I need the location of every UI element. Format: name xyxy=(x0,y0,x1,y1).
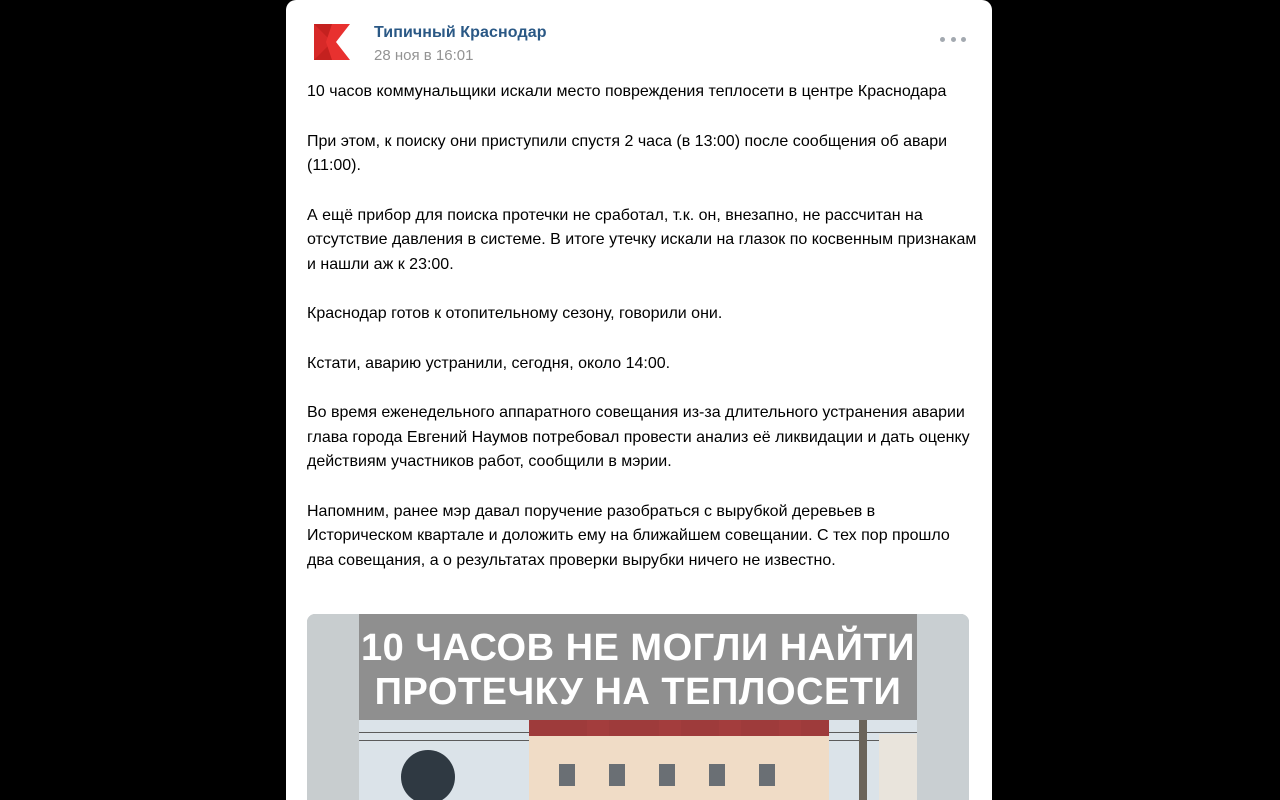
post-date[interactable]: 28 ноя в 16:01 xyxy=(374,47,474,64)
community-name-link[interactable]: Типичный Краснодар xyxy=(374,24,547,41)
post-image[interactable] xyxy=(307,614,969,800)
paragraph-6: Во время еженедельного аппаратного совещания из-за длительного устранения аварии глава города Евгений Наумов потребовал провести анализ её ликвидации и дать оценку действиям участников работ, сообщили в мэрии. xyxy=(307,404,970,470)
caption-line-2: ПРОТЕЧКУ НА ТЕПЛОСЕТИ xyxy=(374,671,902,713)
post-header xyxy=(286,0,992,80)
paragraph-7: Напомним, ранее мэр давал поручение разобраться с вырубкой деревьев в Историческом квартале и доложить ему на ближайшем совещании. С тех пор прошло два совещания, а о результатах проверки вырубки ничего не известно. xyxy=(307,502,950,569)
paragraph-5: Кстати, аварию устранили, сегодня, около 14:00. xyxy=(307,354,671,372)
paragraph-4: Краснодар готов к отопительному сезону, говорили они. xyxy=(307,305,723,322)
caption-line-1: 10 ЧАСОВ НЕ МОГЛИ НАЙТИ xyxy=(361,627,915,669)
paragraph-1: 10 часов коммунальщики искали место повреждения теплосети в центре Краснодара xyxy=(307,83,947,100)
post-card xyxy=(286,0,992,800)
image-caption xyxy=(359,614,917,720)
paragraph-2: При этом, к поиску они приступили спустя 2 часа (в 13:00) после сообщения об авари (11:00). xyxy=(307,132,948,174)
more-options-icon[interactable] xyxy=(940,32,966,46)
community-logo-icon[interactable] xyxy=(312,22,352,62)
post-image-content xyxy=(359,614,917,800)
utility-pole xyxy=(859,720,867,800)
satellite-dish xyxy=(401,750,455,800)
post-text xyxy=(307,80,977,598)
paragraph-3: А ещё прибор для поиска протечки не сработал, т.к. он, внезапно, не рассчитан на отсутствие давления в системе. В итоге утечку искали на глазок по косвенным признакам и нашли аж к 23:00. xyxy=(307,206,977,273)
